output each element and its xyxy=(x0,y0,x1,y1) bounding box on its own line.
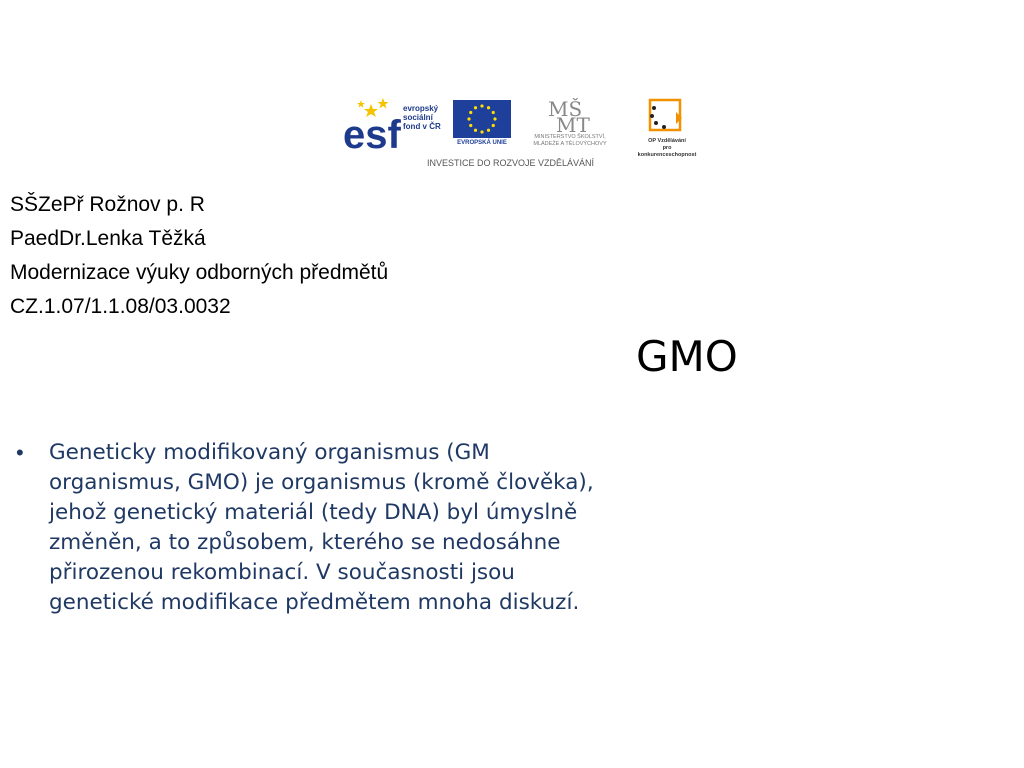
author-name: PaedDr.Lenka Těžká xyxy=(10,227,206,250)
msmt-caption-line: MLÁDEŽE A TĚLOVÝCHOVY xyxy=(533,141,607,147)
svg-text:MT: MT xyxy=(556,113,590,134)
msmt-logo xyxy=(518,98,622,154)
bullet-text-line: genetické modifikace předmětem mnoha diskuzí. xyxy=(49,590,580,615)
eu-star-icon xyxy=(467,117,470,120)
bullet-text-line: Geneticky modifikovaný organismus (GM xyxy=(49,440,490,465)
esf-text-line: evropský xyxy=(403,104,439,113)
header-block xyxy=(10,188,610,324)
eu-star-icon xyxy=(487,106,490,109)
bullet-text-line: změněn, a to způsobem, kterého se nedosáhne xyxy=(49,530,561,555)
eu-star-icon xyxy=(492,124,495,127)
esf-logo-mark-icon xyxy=(343,98,403,154)
eu-flag-icon xyxy=(453,100,511,138)
eu-star-icon xyxy=(474,106,477,109)
slide-title: GMO xyxy=(636,332,738,381)
op-caption-line: OP Vzdělávání xyxy=(648,138,686,144)
esf-logo xyxy=(343,98,447,154)
bullet-marker: • xyxy=(16,440,24,465)
op-logo xyxy=(636,98,698,158)
msmt-caption-line: MINISTERSTVO ŠKOLSTVÍ, xyxy=(534,134,606,140)
op-emblem-icon xyxy=(636,98,698,138)
bullet-text-line: organismus, GMO) je organismus (kromě člověka), xyxy=(49,470,594,495)
msmt-caption xyxy=(518,134,622,148)
project-code: CZ.1.07/1.1.08/03.0032 xyxy=(10,295,231,318)
eu-star-icon xyxy=(487,129,490,132)
banner-caption: INVESTICE DO ROZVOJE VZDĚLÁVÁNÍ xyxy=(427,158,595,168)
logo-banner xyxy=(343,98,699,170)
msmt-emblem-icon xyxy=(518,98,622,134)
svg-text:MŠ: MŠ xyxy=(548,98,583,121)
eu-logo xyxy=(451,98,513,154)
eu-star-icon xyxy=(480,130,483,133)
eu-caption: EVROPSKÁ UNIE xyxy=(457,140,507,146)
op-caption xyxy=(636,138,698,159)
school-name: SŠZePř Rožnov p. R xyxy=(10,193,205,216)
esf-text-line: sociální xyxy=(403,113,433,122)
project-name: Modernizace výuky odborných předmětů xyxy=(10,261,389,284)
bullet-text-line: jehož genetický materiál (tedy DNA) byl úmyslně xyxy=(49,500,578,525)
eu-star-icon xyxy=(493,117,496,120)
bullet-text-line: přirozenou rekombinací. V současnosti jsou xyxy=(49,560,515,585)
bullet-text xyxy=(49,438,716,618)
eu-star-icon xyxy=(474,129,477,132)
eu-star-icon xyxy=(492,111,495,114)
eu-star-icon xyxy=(480,104,483,107)
svg-text:esf: esf xyxy=(343,113,401,154)
bullet-item xyxy=(16,438,716,618)
eu-star-icon xyxy=(469,124,472,127)
esf-text xyxy=(403,104,441,131)
eu-star-icon xyxy=(469,111,472,114)
esf-text-line: fond v ČR xyxy=(403,122,441,131)
op-caption-line: pro konkurenceschopnost xyxy=(637,145,697,158)
